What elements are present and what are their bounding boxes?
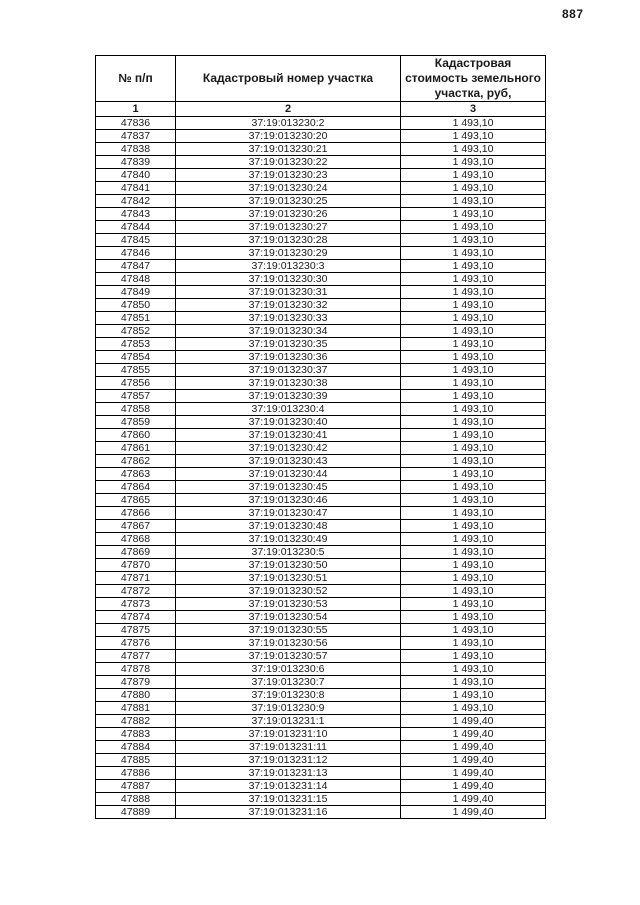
cell-cadastral-value: 1 493,10	[401, 325, 546, 338]
cell-cadastral-value: 1 493,10	[401, 585, 546, 598]
table-row	[96, 182, 546, 195]
cell-cadastral-value: 1 493,10	[401, 351, 546, 364]
cell-cadastral-value: 1 493,10	[401, 637, 546, 650]
cell-cadastral-number: 37:19:013230:4	[176, 403, 401, 416]
cell-row-number: 47884	[96, 741, 176, 754]
cell-cadastral-number: 37:19:013230:57	[176, 650, 401, 663]
table-row	[96, 143, 546, 156]
table-row	[96, 598, 546, 611]
table-body	[96, 117, 546, 819]
cell-cadastral-value: 1 493,10	[401, 143, 546, 156]
cell-cadastral-value: 1 493,10	[401, 273, 546, 286]
cell-row-number: 47867	[96, 520, 176, 533]
cell-cadastral-number: 37:19:013230:5	[176, 546, 401, 559]
cell-cadastral-number: 37:19:013230:51	[176, 572, 401, 585]
table-row	[96, 624, 546, 637]
cell-cadastral-value: 1 493,10	[401, 442, 546, 455]
cell-row-number: 47849	[96, 286, 176, 299]
cell-row-number: 47868	[96, 533, 176, 546]
cell-cadastral-number: 37:19:013230:44	[176, 468, 401, 481]
cell-cadastral-value: 1 493,10	[401, 338, 546, 351]
cell-cadastral-value: 1 493,10	[401, 286, 546, 299]
table-row	[96, 468, 546, 481]
table-row	[96, 286, 546, 299]
cell-cadastral-value: 1 493,10	[401, 468, 546, 481]
table-row	[96, 312, 546, 325]
cell-cadastral-number: 37:19:013230:47	[176, 507, 401, 520]
table-row	[96, 611, 546, 624]
cell-cadastral-value: 1 493,10	[401, 299, 546, 312]
cell-cadastral-value: 1 493,10	[401, 650, 546, 663]
header-cadastral-value: Кадастровая стоимость земельного участка, руб,	[401, 56, 546, 102]
cell-row-number: 47869	[96, 546, 176, 559]
cell-cadastral-number: 37:19:013230:54	[176, 611, 401, 624]
cell-cadastral-value: 1 499,40	[401, 754, 546, 767]
cell-cadastral-value: 1 493,10	[401, 429, 546, 442]
table-row	[96, 481, 546, 494]
cell-cadastral-value: 1 493,10	[401, 494, 546, 507]
cell-row-number: 47856	[96, 377, 176, 390]
cell-cadastral-number: 37:19:013230:22	[176, 156, 401, 169]
cell-row-number: 47866	[96, 507, 176, 520]
cell-cadastral-number: 37:19:013230:32	[176, 299, 401, 312]
cell-cadastral-number: 37:19:013230:30	[176, 273, 401, 286]
cell-cadastral-number: 37:19:013230:37	[176, 364, 401, 377]
table-row	[96, 728, 546, 741]
cell-cadastral-value: 1 499,40	[401, 715, 546, 728]
cell-cadastral-number: 37:19:013230:28	[176, 234, 401, 247]
cell-cadastral-value: 1 493,10	[401, 364, 546, 377]
cell-cadastral-number: 37:19:013230:49	[176, 533, 401, 546]
table-row	[96, 429, 546, 442]
column-number-2: 2	[176, 102, 401, 117]
table-row	[96, 650, 546, 663]
cell-row-number: 47861	[96, 442, 176, 455]
cell-cadastral-value: 1 493,10	[401, 247, 546, 260]
cell-row-number: 47863	[96, 468, 176, 481]
table-row	[96, 130, 546, 143]
cell-cadastral-number: 37:19:013230:40	[176, 416, 401, 429]
table-row	[96, 390, 546, 403]
cell-row-number: 47879	[96, 676, 176, 689]
cell-cadastral-value: 1 493,10	[401, 130, 546, 143]
table-row	[96, 741, 546, 754]
cell-cadastral-number: 37:19:013231:1	[176, 715, 401, 728]
table-row	[96, 780, 546, 793]
cell-cadastral-value: 1 499,40	[401, 780, 546, 793]
cell-cadastral-number: 37:19:013231:10	[176, 728, 401, 741]
table-row	[96, 455, 546, 468]
cell-cadastral-value: 1 493,10	[401, 182, 546, 195]
table-row	[96, 546, 546, 559]
cell-row-number: 47872	[96, 585, 176, 598]
cell-row-number: 47843	[96, 208, 176, 221]
cell-row-number: 47876	[96, 637, 176, 650]
table-row	[96, 572, 546, 585]
cell-cadastral-value: 1 493,10	[401, 234, 546, 247]
cell-cadastral-number: 37:19:013230:46	[176, 494, 401, 507]
cell-cadastral-number: 37:19:013230:3	[176, 260, 401, 273]
cell-row-number: 47851	[96, 312, 176, 325]
cell-cadastral-value: 1 493,10	[401, 377, 546, 390]
cell-cadastral-value: 1 499,40	[401, 767, 546, 780]
cell-row-number: 47883	[96, 728, 176, 741]
cell-row-number: 47871	[96, 572, 176, 585]
table-row	[96, 793, 546, 806]
cell-cadastral-value: 1 493,10	[401, 260, 546, 273]
cell-cadastral-number: 37:19:013230:24	[176, 182, 401, 195]
table-row	[96, 351, 546, 364]
cell-cadastral-number: 37:19:013231:11	[176, 741, 401, 754]
cell-cadastral-value: 1 493,10	[401, 546, 546, 559]
cell-cadastral-number: 37:19:013230:50	[176, 559, 401, 572]
cell-cadastral-number: 37:19:013230:38	[176, 377, 401, 390]
cell-cadastral-value: 1 493,10	[401, 390, 546, 403]
cell-cadastral-number: 37:19:013230:20	[176, 130, 401, 143]
table-row	[96, 585, 546, 598]
table-row	[96, 299, 546, 312]
cell-row-number: 47839	[96, 156, 176, 169]
cell-cadastral-number: 37:19:013230:23	[176, 169, 401, 182]
table-row	[96, 507, 546, 520]
table-row	[96, 520, 546, 533]
cell-row-number: 47875	[96, 624, 176, 637]
cell-row-number: 47852	[96, 325, 176, 338]
header-row-number: № п/п	[96, 56, 176, 102]
table-row	[96, 325, 546, 338]
cell-cadastral-number: 37:19:013230:27	[176, 221, 401, 234]
cell-cadastral-value: 1 493,10	[401, 507, 546, 520]
cell-cadastral-value: 1 499,40	[401, 793, 546, 806]
cell-row-number: 47877	[96, 650, 176, 663]
cell-cadastral-number: 37:19:013230:21	[176, 143, 401, 156]
table-row	[96, 676, 546, 689]
cell-cadastral-number: 37:19:013230:33	[176, 312, 401, 325]
table-row	[96, 702, 546, 715]
cell-cadastral-value: 1 493,10	[401, 689, 546, 702]
cell-row-number: 47889	[96, 806, 176, 819]
cell-cadastral-value: 1 493,10	[401, 195, 546, 208]
cell-cadastral-number: 37:19:013231:14	[176, 780, 401, 793]
cell-row-number: 47885	[96, 754, 176, 767]
cell-row-number: 47850	[96, 299, 176, 312]
table-row	[96, 364, 546, 377]
table-row	[96, 767, 546, 780]
cell-row-number: 47860	[96, 429, 176, 442]
cadastral-table	[95, 55, 546, 819]
cell-cadastral-number: 37:19:013230:9	[176, 702, 401, 715]
cell-cadastral-number: 37:19:013230:39	[176, 390, 401, 403]
table-row	[96, 156, 546, 169]
table-row	[96, 715, 546, 728]
cell-cadastral-number: 37:19:013230:35	[176, 338, 401, 351]
cell-cadastral-value: 1 499,40	[401, 806, 546, 819]
table-row	[96, 403, 546, 416]
table-row	[96, 169, 546, 182]
table-row	[96, 195, 546, 208]
page-number: 887	[562, 7, 584, 21]
table-row	[96, 663, 546, 676]
cell-row-number: 47881	[96, 702, 176, 715]
cell-cadastral-number: 37:19:013230:52	[176, 585, 401, 598]
table-row	[96, 637, 546, 650]
cell-row-number: 47858	[96, 403, 176, 416]
table-header	[96, 56, 546, 117]
cell-row-number: 47859	[96, 416, 176, 429]
cell-row-number: 47855	[96, 364, 176, 377]
cell-cadastral-number: 37:19:013231:12	[176, 754, 401, 767]
table-row	[96, 494, 546, 507]
cell-cadastral-number: 37:19:013230:29	[176, 247, 401, 260]
cell-cadastral-value: 1 493,10	[401, 559, 546, 572]
cell-cadastral-number: 37:19:013231:16	[176, 806, 401, 819]
cell-cadastral-number: 37:19:013231:13	[176, 767, 401, 780]
table-row	[96, 234, 546, 247]
cell-cadastral-number: 37:19:013230:41	[176, 429, 401, 442]
table-row	[96, 208, 546, 221]
cell-row-number: 47836	[96, 117, 176, 130]
cell-cadastral-number: 37:19:013230:56	[176, 637, 401, 650]
column-number-row	[96, 102, 546, 117]
cell-row-number: 47848	[96, 273, 176, 286]
cell-cadastral-value: 1 493,10	[401, 403, 546, 416]
column-number-3: 3	[401, 102, 546, 117]
table-row	[96, 377, 546, 390]
cell-row-number: 47838	[96, 143, 176, 156]
cell-cadastral-value: 1 499,40	[401, 728, 546, 741]
table-row	[96, 689, 546, 702]
cell-cadastral-value: 1 493,10	[401, 312, 546, 325]
cell-row-number: 47853	[96, 338, 176, 351]
cell-cadastral-value: 1 493,10	[401, 676, 546, 689]
cell-cadastral-number: 37:19:013230:7	[176, 676, 401, 689]
cell-row-number: 47878	[96, 663, 176, 676]
header-cadastral-number: Кадастровый номер участка	[176, 56, 401, 102]
cell-row-number: 47844	[96, 221, 176, 234]
cell-cadastral-number: 37:19:013230:25	[176, 195, 401, 208]
cell-cadastral-number: 37:19:013230:55	[176, 624, 401, 637]
cell-row-number: 47842	[96, 195, 176, 208]
table-row	[96, 416, 546, 429]
cell-row-number: 47870	[96, 559, 176, 572]
cell-cadastral-value: 1 499,40	[401, 741, 546, 754]
table-row	[96, 221, 546, 234]
cell-row-number: 47840	[96, 169, 176, 182]
cell-cadastral-number: 37:19:013230:6	[176, 663, 401, 676]
cell-row-number: 47841	[96, 182, 176, 195]
cell-cadastral-value: 1 493,10	[401, 533, 546, 546]
column-number-1: 1	[96, 102, 176, 117]
cell-row-number: 47846	[96, 247, 176, 260]
cell-cadastral-value: 1 493,10	[401, 520, 546, 533]
table-row	[96, 273, 546, 286]
cell-cadastral-value: 1 493,10	[401, 169, 546, 182]
cell-row-number: 47874	[96, 611, 176, 624]
cell-cadastral-number: 37:19:013230:34	[176, 325, 401, 338]
cell-row-number: 47887	[96, 780, 176, 793]
cell-row-number: 47837	[96, 130, 176, 143]
cell-row-number: 47864	[96, 481, 176, 494]
cell-cadastral-value: 1 493,10	[401, 156, 546, 169]
cell-cadastral-number: 37:19:013230:36	[176, 351, 401, 364]
cell-cadastral-value: 1 493,10	[401, 598, 546, 611]
table-row	[96, 338, 546, 351]
cell-cadastral-number: 37:19:013230:53	[176, 598, 401, 611]
table-row	[96, 533, 546, 546]
cell-cadastral-number: 37:19:013230:42	[176, 442, 401, 455]
cell-row-number: 47845	[96, 234, 176, 247]
table-row	[96, 117, 546, 130]
cell-cadastral-number: 37:19:013230:26	[176, 208, 401, 221]
cell-row-number: 47882	[96, 715, 176, 728]
cell-row-number: 47888	[96, 793, 176, 806]
cell-cadastral-number: 37:19:013230:43	[176, 455, 401, 468]
table-row	[96, 806, 546, 819]
cell-row-number: 47865	[96, 494, 176, 507]
table-row	[96, 442, 546, 455]
cell-cadastral-value: 1 493,10	[401, 572, 546, 585]
cell-cadastral-value: 1 493,10	[401, 416, 546, 429]
cell-cadastral-value: 1 493,10	[401, 624, 546, 637]
cell-row-number: 47857	[96, 390, 176, 403]
cell-cadastral-number: 37:19:013230:48	[176, 520, 401, 533]
cell-row-number: 47880	[96, 689, 176, 702]
cell-cadastral-number: 37:19:013230:31	[176, 286, 401, 299]
cell-cadastral-number: 37:19:013231:15	[176, 793, 401, 806]
table-row	[96, 260, 546, 273]
cell-row-number: 47847	[96, 260, 176, 273]
cell-cadastral-number: 37:19:013230:45	[176, 481, 401, 494]
cell-cadastral-value: 1 493,10	[401, 702, 546, 715]
cell-cadastral-number: 37:19:013230:2	[176, 117, 401, 130]
table-row	[96, 559, 546, 572]
cell-row-number: 47862	[96, 455, 176, 468]
cell-cadastral-value: 1 493,10	[401, 455, 546, 468]
cell-cadastral-value: 1 493,10	[401, 663, 546, 676]
table-row	[96, 247, 546, 260]
cell-cadastral-value: 1 493,10	[401, 208, 546, 221]
cell-row-number: 47886	[96, 767, 176, 780]
cell-cadastral-value: 1 493,10	[401, 611, 546, 624]
table-row	[96, 754, 546, 767]
cell-cadastral-value: 1 493,10	[401, 481, 546, 494]
cell-cadastral-value: 1 493,10	[401, 117, 546, 130]
cell-cadastral-value: 1 493,10	[401, 221, 546, 234]
cell-cadastral-number: 37:19:013230:8	[176, 689, 401, 702]
cell-row-number: 47854	[96, 351, 176, 364]
cell-row-number: 47873	[96, 598, 176, 611]
header-row	[96, 56, 546, 102]
